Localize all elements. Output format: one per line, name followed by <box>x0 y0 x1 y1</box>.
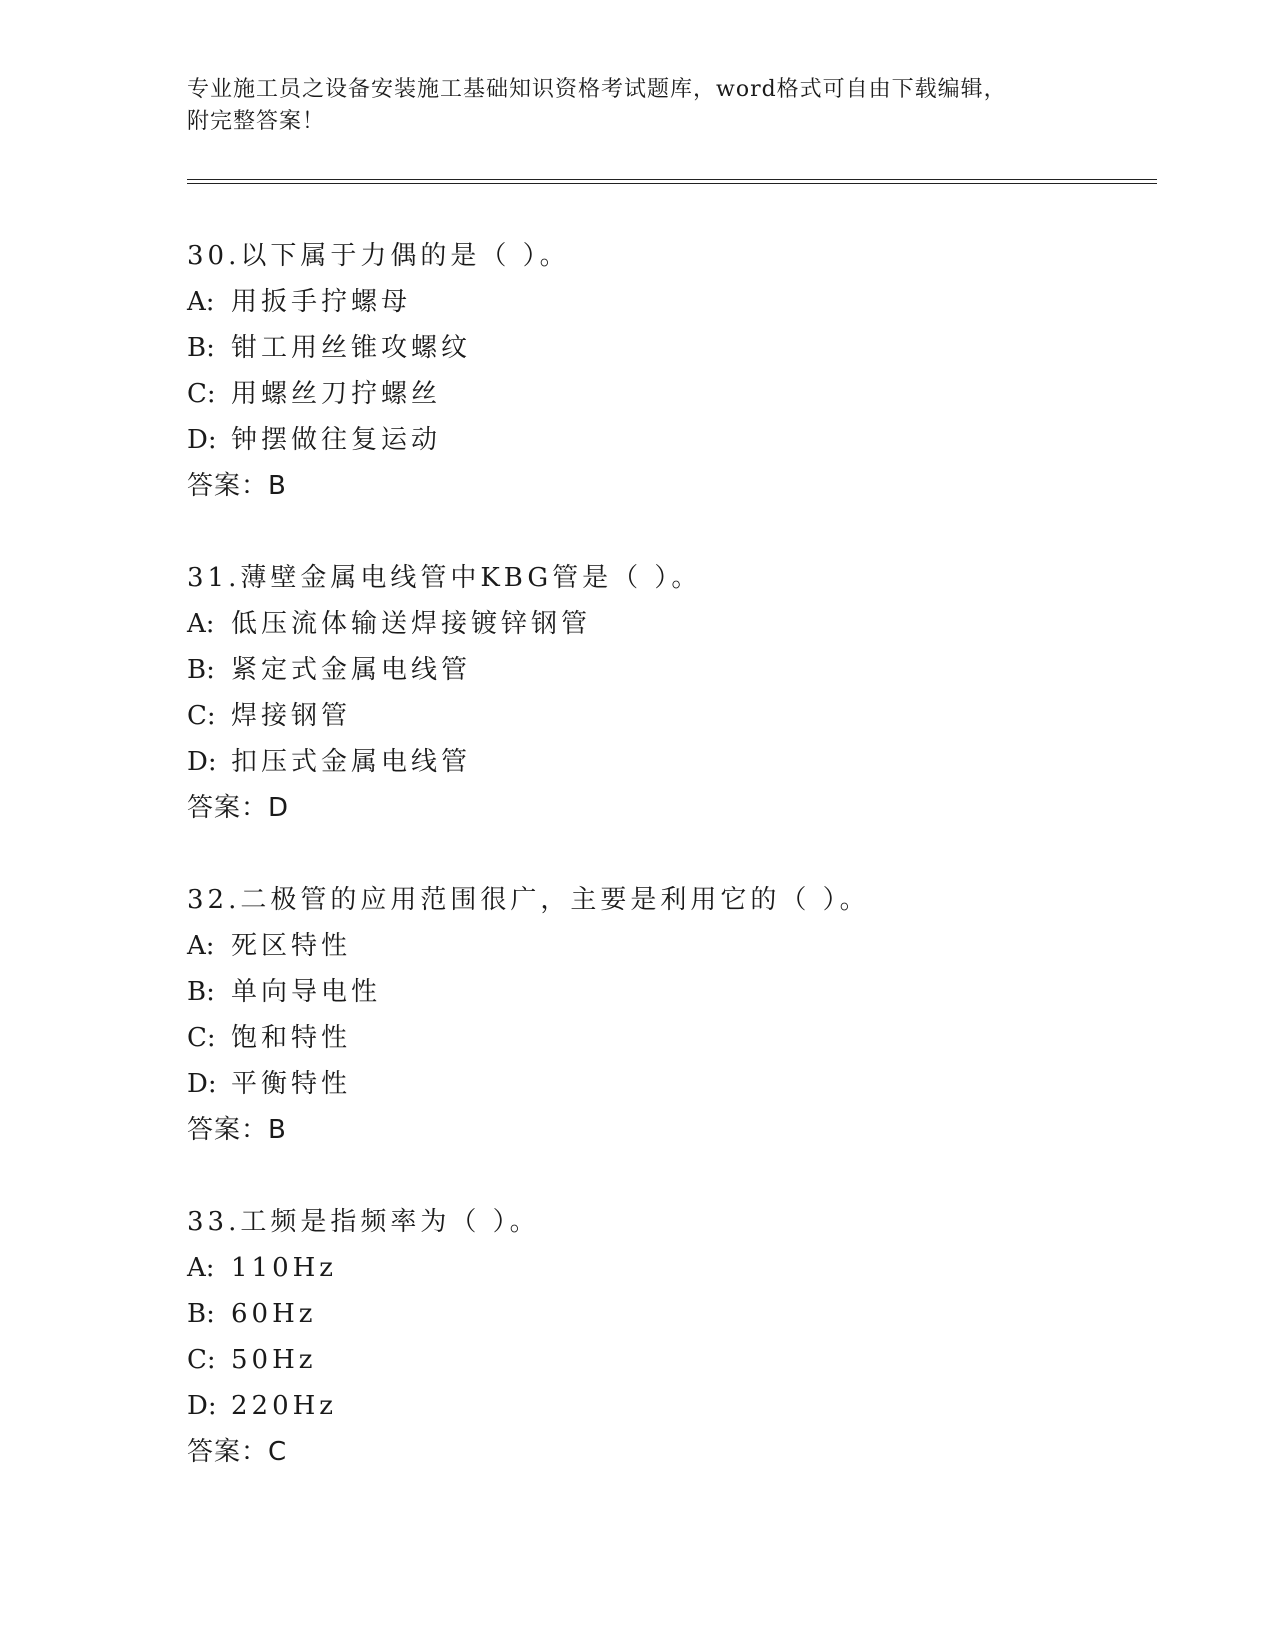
option-a <box>187 923 1147 969</box>
option-text: 扣压式金属电线管 <box>231 747 472 777</box>
option-text: 焊接钢管 <box>231 701 352 731</box>
answer-label: 答案：D <box>187 793 290 823</box>
option-b <box>187 969 1147 1015</box>
option-text: 110Hz <box>231 1253 337 1283</box>
option-letter: A: <box>187 609 215 639</box>
option-text: 220Hz <box>231 1391 337 1421</box>
option-text: 低压流体输送焊接镀锌钢管 <box>231 609 592 639</box>
option-text: 50Hz <box>231 1345 317 1375</box>
header-line-2: 附完整答案！ <box>187 109 326 134</box>
option-text: 用扳手拧螺母 <box>231 287 412 317</box>
option-text: 60Hz <box>231 1299 317 1329</box>
option-letter: C: <box>187 701 216 731</box>
question-33 <box>187 1199 1147 1475</box>
option-text: 用螺丝刀拧螺丝 <box>231 379 442 409</box>
option-text: 单向导电性 <box>231 977 382 1007</box>
question-30 <box>187 233 1147 509</box>
option-letter: A: <box>187 287 215 317</box>
option-letter: C: <box>187 1345 216 1375</box>
option-text: 钳工用丝锥攻螺纹 <box>231 333 472 363</box>
option-b <box>187 325 1147 371</box>
question-stem: 31.薄壁金属电线管中KBG管是（ ）。 <box>187 563 702 593</box>
option-letter: D: <box>187 425 217 455</box>
question-31 <box>187 555 1147 831</box>
option-d <box>187 1061 1147 1107</box>
option-letter: A: <box>187 1253 215 1283</box>
option-c <box>187 693 1147 739</box>
option-letter: B: <box>187 655 215 685</box>
option-text: 紧定式金属电线管 <box>231 655 472 685</box>
option-a <box>187 279 1147 325</box>
option-c <box>187 1015 1147 1061</box>
option-d <box>187 417 1147 463</box>
option-letter: A: <box>187 931 215 961</box>
option-a <box>187 1245 1147 1291</box>
option-b <box>187 647 1147 693</box>
question-stem: 33.工频是指频率为（ ）。 <box>187 1207 540 1237</box>
option-b <box>187 1291 1147 1337</box>
option-text: 死区特性 <box>231 931 352 961</box>
option-c <box>187 1337 1147 1383</box>
option-text: 平衡特性 <box>231 1069 352 1099</box>
option-text: 钟摆做往复运动 <box>231 425 442 455</box>
option-d <box>187 1383 1147 1429</box>
question-stem: 32.二极管的应用范围很广，主要是利用它的（ ）。 <box>187 885 870 915</box>
question-stem: 30.以下属于力偶的是（ ）。 <box>187 241 570 271</box>
header-divider-bottom <box>187 183 1157 184</box>
option-letter: B: <box>187 977 215 1007</box>
option-letter: B: <box>187 333 215 363</box>
option-d <box>187 739 1147 785</box>
option-letter: B: <box>187 1299 215 1329</box>
answer-label: 答案：B <box>187 1115 287 1145</box>
option-letter: C: <box>187 379 216 409</box>
answer-label: 答案：B <box>187 471 287 501</box>
header-divider-top <box>187 179 1157 180</box>
option-letter: C: <box>187 1023 216 1053</box>
option-a <box>187 601 1147 647</box>
option-text: 饱和特性 <box>231 1023 352 1053</box>
option-letter: D: <box>187 747 217 777</box>
option-c <box>187 371 1147 417</box>
answer-label: 答案：C <box>187 1437 288 1467</box>
header-line-1: 专业施工员之设备安装施工基础知识资格考试题库，word格式可自由下载编辑， <box>187 77 1007 102</box>
document-header <box>187 74 1087 138</box>
option-letter: D: <box>187 1069 217 1099</box>
option-letter: D: <box>187 1391 217 1421</box>
question-32 <box>187 877 1147 1153</box>
